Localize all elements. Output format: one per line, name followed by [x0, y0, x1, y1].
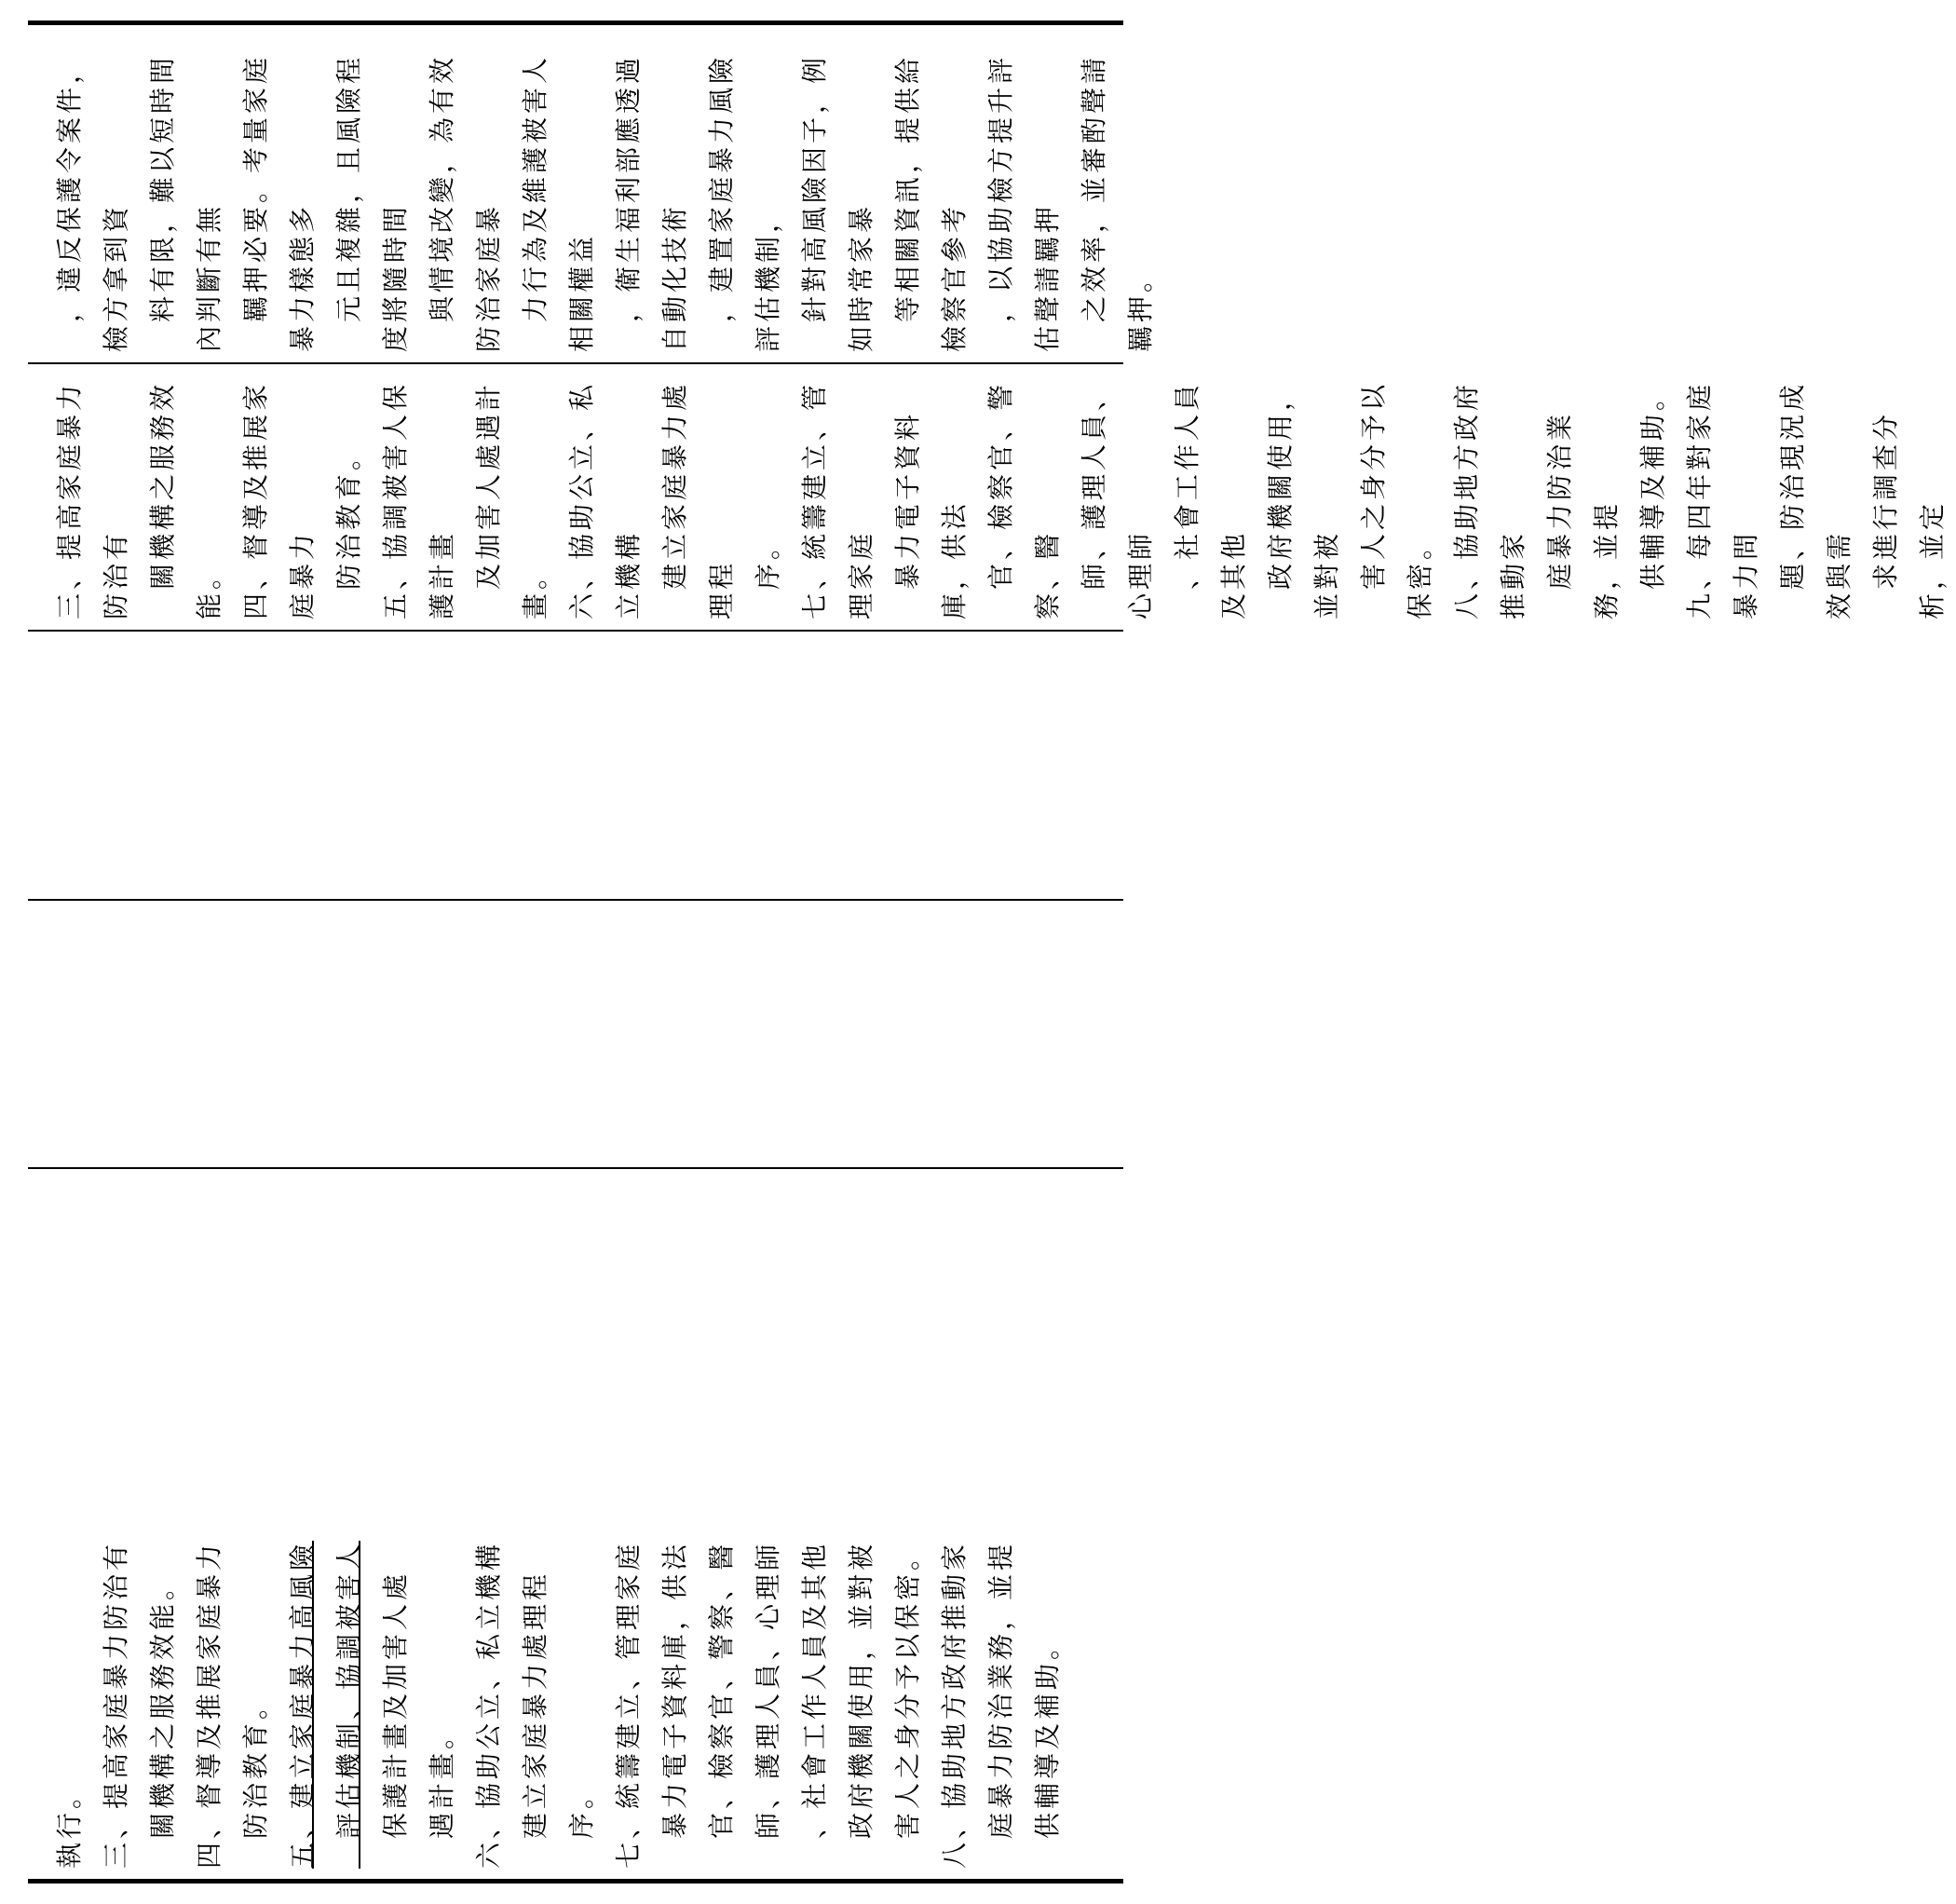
middle-column-line: 七、統籌建立、管理家庭: [799, 380, 876, 619]
left-column-line: 建立家庭暴力處理程: [520, 1570, 550, 1869]
right-column-line: 與情境改變，為有效防治家庭暴: [427, 53, 504, 352]
left-column-line: 、社會工作人員及其他: [799, 1540, 830, 1869]
middle-column-panel: [28, 365, 1948, 629]
left-column-line: 庭暴力防治業務，並提: [985, 1540, 1016, 1869]
left-column-line: 評估機制、協調被害人: [333, 1540, 364, 1869]
left-column-line: 供輔導及補助。: [1032, 1629, 1063, 1869]
right-column-line: ，建置家庭暴力風險評估機制，: [706, 53, 783, 352]
divider-1: [28, 362, 1123, 364]
right-column-line: ，以協助檢方提升評估聲請羈押: [985, 53, 1063, 352]
middle-column-line: 五、協調被害人保護計畫: [380, 380, 457, 619]
left-column-line: 三、提高家庭暴力防治有: [101, 1540, 131, 1869]
middle-column-line: 、社會工作人員及其他: [1172, 380, 1249, 619]
middle-column-line: 三、提高家庭暴力防治有: [54, 380, 131, 619]
middle-column-line: 政府機關使用，並對被: [1265, 380, 1342, 619]
right-column-line: 元且複雜，且風險程度將隨時間: [333, 53, 411, 352]
left-column-line: 四、督導及推展家庭暴力: [194, 1540, 224, 1869]
left-column-line: 防治教育。: [240, 1689, 271, 1869]
middle-column-line: 題、防治現況成效與需: [1777, 380, 1854, 619]
middle-column-line: 九、每四年對家庭暴力問: [1684, 380, 1761, 619]
left-column-line: 暴力電子資料庫，供法: [659, 1540, 690, 1869]
left-column-line: 遇計畫。: [427, 1719, 457, 1869]
empty-panel-2: [28, 902, 1123, 1166]
right-column-line: 羈押必要。考量家庭暴力樣態多: [240, 53, 318, 352]
top-border: [28, 20, 1123, 25]
left-column-line: 六、協助公立、私立機構: [473, 1540, 504, 1869]
middle-column-line: 庭暴力防治業務，並提: [1544, 410, 1622, 619]
middle-column-line: 官、檢察官、警察、醫: [985, 380, 1063, 619]
right-column-line: 針對高風險因子，例如時常家暴: [799, 53, 876, 352]
left-column-line: 師、護理人員、心理師: [753, 1540, 783, 1869]
left-column-line: 官、檢察官、警察、醫: [706, 1540, 737, 1869]
middle-column-line: 建立家庭暴力處理程: [659, 380, 737, 619]
left-column-line: 保護計畫及加害人處: [380, 1570, 411, 1869]
right-column-text: [47, 35, 1164, 352]
divider-4: [28, 1167, 1123, 1169]
right-column-line: 力行為及維護被害人相關權益: [520, 53, 597, 352]
middle-column-line: 害人之身分予以保密。: [1358, 380, 1435, 619]
middle-column-line: 關機構之服務效能。: [147, 380, 224, 619]
right-column-line: 之效率，並審酌聲請羈押。: [1079, 53, 1156, 352]
middle-column-line: 序。: [753, 529, 783, 619]
left-column-panel: [28, 1170, 1123, 1878]
left-column-line: 八、協助地方政府推動家: [939, 1540, 970, 1869]
left-column-line: 害人之身分予以保密。: [892, 1540, 923, 1869]
divider-2: [28, 630, 1123, 632]
middle-column-line: 暴力電子資料庫，供法: [892, 410, 970, 619]
right-column-line: 料有限，難以短時間內判斷有無: [147, 53, 224, 352]
middle-column-line: 四、督導及推展家庭暴力: [240, 380, 318, 619]
middle-column-text: [47, 374, 1956, 619]
right-column-line: 等相關資訊，提供給檢察官參考: [892, 53, 970, 352]
left-column-line: 五、建立家庭暴力高風險: [287, 1540, 318, 1869]
right-column-line: ，衛生福利部應透過自動化技術: [613, 53, 690, 352]
left-column-line: 執行。: [54, 1778, 85, 1869]
middle-column-line: 及加害人處遇計畫。: [473, 380, 550, 619]
middle-column-line: 防治教育。: [333, 440, 364, 619]
middle-column-line: 供輔導及補助。: [1637, 380, 1668, 619]
left-column-line: 政府機關使用，並對被: [846, 1540, 876, 1869]
empty-panel-1: [28, 632, 1123, 898]
left-column-line: 序。: [566, 1778, 597, 1869]
left-column-text: [47, 1179, 1071, 1869]
bottom-border: [28, 1879, 1123, 1884]
right-column-line: ，違反保護令案件，檢方拿到資: [54, 53, 131, 352]
middle-column-line: 師、護理人員、心理師: [1079, 380, 1156, 619]
left-column-line: 七、統籌建立、管理家庭: [613, 1540, 644, 1869]
middle-column-line: 六、協助公立、私立機構: [566, 380, 644, 619]
middle-column-line: 求進行調查分析，並定: [1870, 410, 1948, 619]
right-column-panel: [28, 26, 1156, 361]
divider-3: [28, 899, 1123, 901]
middle-column-line: 八、協助地方政府推動家: [1451, 380, 1528, 619]
left-column-line: 關機構之服務效能。: [147, 1570, 178, 1869]
